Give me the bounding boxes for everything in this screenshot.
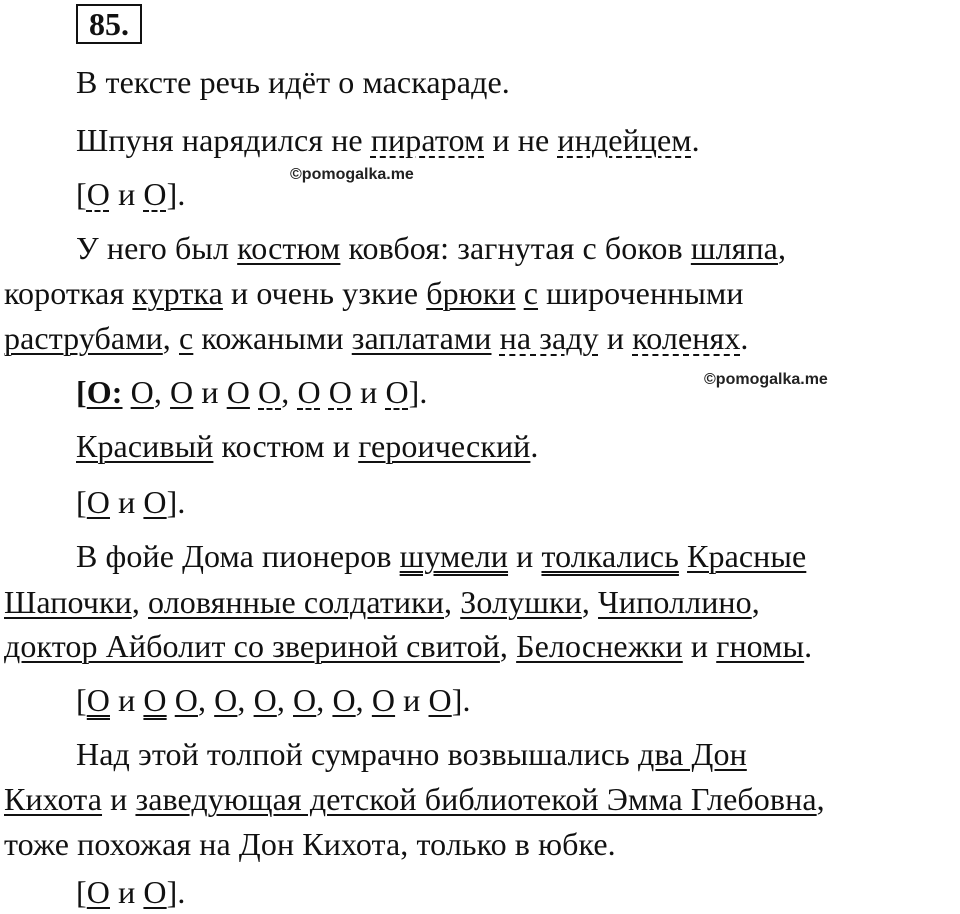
text-line: [76, 426, 539, 466]
punctuation: ,: [444, 584, 461, 620]
scheme-conj: и: [109, 176, 144, 212]
subject-word: оловянные солдатики: [148, 584, 445, 620]
subject-word: заплатами: [351, 320, 492, 356]
punctuation: ,: [581, 584, 599, 620]
circumstance-word: на заду: [499, 320, 599, 356]
text-line: [76, 62, 510, 102]
scheme-conj: и: [193, 374, 227, 410]
scheme-o: О: [297, 374, 321, 410]
subject-word: гномы: [716, 628, 805, 664]
sentence-text: костюм и: [213, 428, 359, 464]
bracket: [: [76, 374, 87, 410]
subject-word: с: [179, 320, 194, 356]
scheme-o: О: [371, 682, 396, 718]
punctuation: ,: [816, 781, 825, 817]
punctuation: ,: [316, 682, 333, 718]
text-line: [76, 536, 806, 576]
subject-word: Красные: [687, 538, 807, 574]
scheme-conj: и: [352, 374, 386, 410]
sentence-text: широченными: [538, 275, 744, 311]
text-line: [4, 318, 749, 358]
sentence-text: Над этой толпой сумрачно возвышались: [76, 736, 638, 772]
sentence-text: тоже похожая на Дон Кихота, только в юбке.: [4, 826, 616, 862]
scheme-o: О: [385, 374, 409, 410]
punctuation: ,: [751, 584, 760, 620]
text-line: [4, 582, 760, 622]
space: [516, 275, 524, 311]
scheme-o: О: [143, 484, 167, 520]
space: [250, 374, 258, 410]
punctuation: ,: [237, 682, 254, 718]
space: [679, 538, 687, 574]
punctuation: ,: [499, 628, 517, 664]
punctuation: ,: [197, 682, 215, 718]
subject-word: шляпа: [690, 230, 778, 266]
punctuation: ,: [153, 374, 171, 410]
subject-word: костюм: [237, 230, 341, 266]
subject-word: Кихота: [4, 781, 103, 817]
text-line: [76, 120, 700, 160]
subject-word: Белоснежки: [516, 628, 683, 664]
watermark: ©pomogalka.me: [290, 166, 414, 183]
punctuation: .: [740, 320, 749, 356]
scheme-line: [76, 372, 428, 412]
sentence-text: и: [102, 781, 136, 817]
text-line: [76, 734, 747, 774]
complement-word: пиратом: [370, 122, 485, 158]
scheme-o: О: [253, 682, 277, 718]
space: [321, 374, 329, 410]
subject-word: куртка: [132, 275, 223, 311]
sentence-text: и не: [484, 122, 558, 158]
watermark: ©pomogalka.me: [704, 371, 828, 388]
scheme-o: О: [332, 682, 356, 718]
scheme-conj: и: [109, 682, 144, 718]
text-line: [4, 824, 616, 864]
bracket: ].: [166, 176, 186, 212]
scheme-o: О: [86, 176, 110, 212]
scheme-conj: и: [395, 682, 429, 718]
sentence-text: и очень узкие: [222, 275, 427, 311]
punctuation: ,: [131, 584, 149, 620]
punctuation: ,: [162, 320, 179, 356]
scheme-line: [76, 680, 471, 720]
subject-word: Золушки: [460, 584, 582, 620]
subject-word: два Дон: [637, 736, 747, 772]
subject-word: героический: [358, 428, 531, 464]
scheme-generalizing-word: О:: [86, 374, 123, 410]
punctuation: ,: [276, 682, 294, 718]
bracket: [: [76, 682, 87, 718]
scheme-o: О: [214, 682, 238, 718]
sentence-text: В тексте речь идёт о маскараде.: [76, 64, 510, 100]
subject-word: Шапочки: [4, 584, 132, 620]
bracket: ].: [451, 682, 471, 718]
punctuation: ,: [355, 682, 372, 718]
sentence-text: Шпуня нарядился не: [76, 122, 371, 158]
punctuation: .: [804, 628, 813, 664]
complement-word: индейцем: [557, 122, 692, 158]
sentence-text: короткая: [4, 275, 133, 311]
punctuation: ,: [777, 230, 787, 266]
bracket: ].: [166, 874, 186, 910]
sentence-text: и: [682, 628, 717, 664]
bracket: [: [76, 176, 87, 212]
sentence-text: У него был: [76, 230, 238, 266]
subject-word: Чиполлино: [598, 584, 752, 620]
scheme-o: О: [258, 374, 282, 410]
sentence-text: и: [598, 320, 633, 356]
scheme-o: О: [86, 682, 110, 718]
subject-word: брюки: [426, 275, 516, 311]
space: [123, 374, 131, 410]
sentence-text: ковбоя: загнутая с боков: [340, 230, 691, 266]
scheme-o: О: [174, 682, 198, 718]
bracket: ].: [408, 374, 428, 410]
scheme-o: О: [86, 484, 110, 520]
task-number: 85.: [76, 4, 142, 44]
sentence-text: В фойе Дома пионеров: [76, 538, 400, 574]
text-line: [4, 626, 812, 666]
sentence-text: и: [508, 538, 542, 574]
scheme-o: О: [170, 374, 194, 410]
scheme-o: О: [226, 374, 250, 410]
text-line: [4, 273, 744, 313]
predicate-word: толкались: [541, 538, 679, 574]
predicate-word: шумели: [399, 538, 509, 574]
scheme-line: [76, 174, 186, 214]
space: [492, 320, 500, 356]
scheme-o: О: [86, 874, 110, 910]
bracket: ].: [166, 484, 186, 520]
subject-word: с: [523, 275, 539, 311]
bracket: [: [76, 874, 87, 910]
text-line: [76, 228, 786, 268]
circumstance-word: коленях: [632, 320, 741, 356]
punctuation: ,: [281, 374, 298, 410]
sentence-text: кожаными: [193, 320, 352, 356]
punctuation: .: [530, 428, 539, 464]
scheme-o: О: [293, 682, 317, 718]
scheme-o: О: [143, 682, 167, 718]
scheme-o: О: [428, 682, 452, 718]
scheme-conj: и: [109, 484, 144, 520]
subject-word: заведующая детской библиотекой Эмма Глебовна: [135, 781, 817, 817]
scheme-o: О: [143, 874, 167, 910]
space: [167, 682, 175, 718]
scheme-line: [76, 872, 186, 912]
subject-word: раструбами: [4, 320, 163, 356]
punctuation: .: [691, 122, 700, 158]
scheme-o: О: [130, 374, 154, 410]
scheme-o: О: [328, 374, 352, 410]
scheme-line: [76, 482, 186, 522]
subject-word: доктор Айболит со звериной свитой: [4, 628, 500, 664]
bracket: [: [76, 484, 87, 520]
subject-word: Красивый: [76, 428, 214, 464]
text-line: [4, 779, 825, 819]
scheme-o: О: [143, 176, 167, 212]
scheme-conj: и: [109, 874, 144, 910]
